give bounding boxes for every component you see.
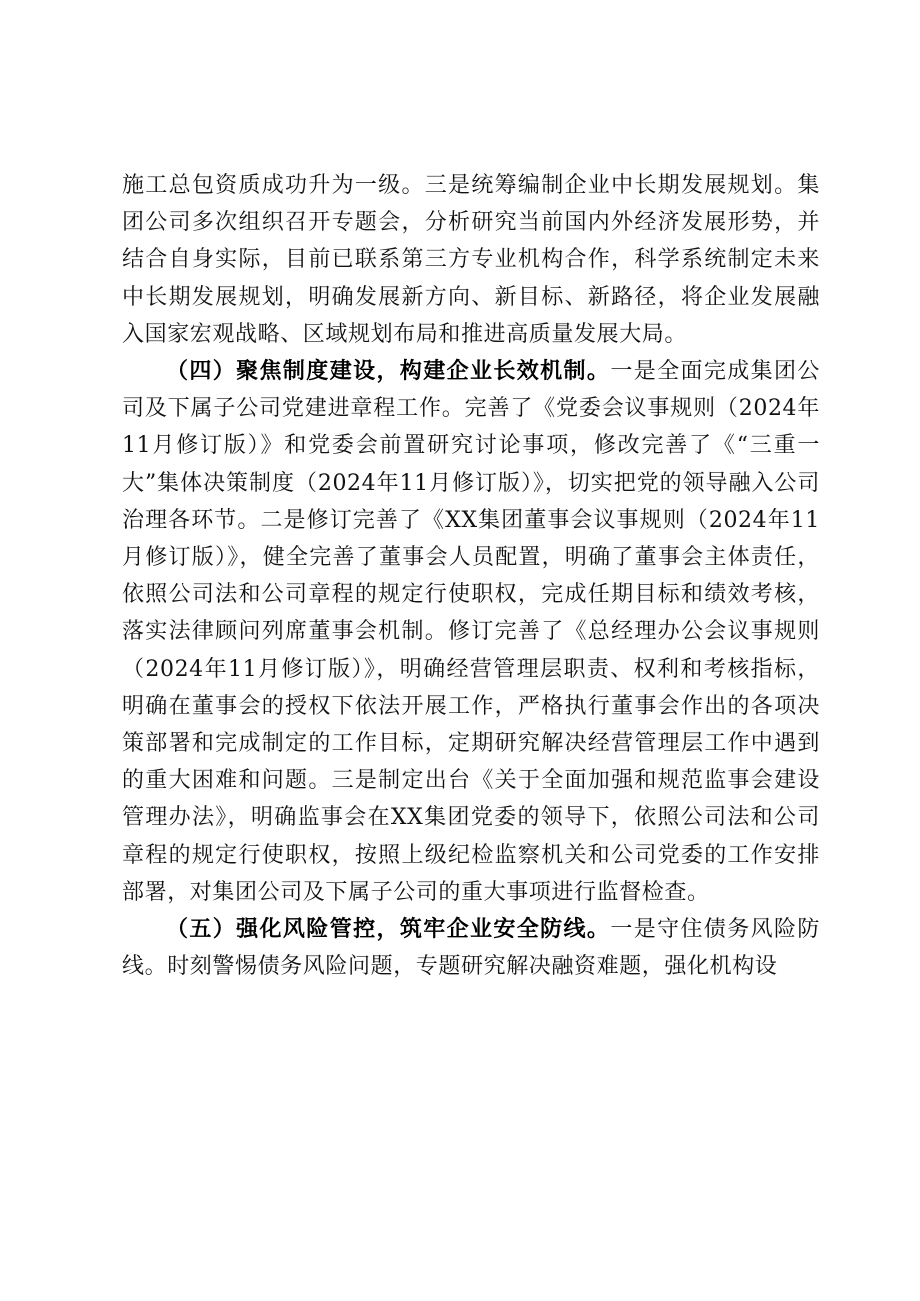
paragraph-text: 施工总包资质成功升为一级。三是统筹编制企业中长期发展规划。集团公司多次组织召开专题会，分析研究当前国内外经济发展形势，并结合自身实际，目前已联系第三方专业机构合作，科学系统制定未来中长期发展规划，明确发展新方向、新目标、新路径，将企业发展融入国家宏观战略、区域规划布局和推进高质量发展大局。 [122, 173, 820, 347]
paragraph-text: 一是全面完成集团公司及下属子公司党建进章程工作。完善了《党委会议事规则（2024年11月修订版）》和党委会前置研究讨论事项，修改完善了《“三重一大”集体决策制度（2024年11月修订版）》，切实把党的领导融入公司治理各环节。二是修订完善了《XX集团董事会议事规则（2024年11月修订版）》，健全完善了董事会人员配置，明确了董事会主体责任，依照公司法和公司章程的规定行使职权，完成任期目标和绩效考核，落实法律顾问列席董事会机制。修订完善了《总经理办公会议事规则（2024年11月修订版）》，明确经营管理层职责、权利和考核指标，明确在董事会的授权下依法开展工作，严格执行董事会作出的各项决策部署和完成制定的工作目标，定期研究解决经营管理层工作中遇到的重大困难和问题。三是制定出台《关于全面加强和规范监事会建设管理办法》，明确监事会在XX集团党委的领导下，依照公司法和公司章程的规定行使职权，按照上级纪检监察机关和公司党委的工作安排部署，对集团公司及下属子公司的重大事项进行监督检查。 [122, 359, 820, 905]
paragraph-section-four [122, 353, 820, 911]
section-heading: （四）聚焦制度建设，构建企业长效机制。 [166, 358, 611, 385]
paragraph-continuation [122, 167, 820, 353]
document-body [122, 167, 820, 985]
paragraph-section-five [122, 911, 820, 985]
paragraph-text: 一是守住债务风险防线。时刻警惕债务风险问题，专题研究解决融资难题，强化机构设 [122, 917, 820, 980]
section-heading: （五）强化风险管控，筑牢企业安全防线。 [166, 916, 611, 943]
